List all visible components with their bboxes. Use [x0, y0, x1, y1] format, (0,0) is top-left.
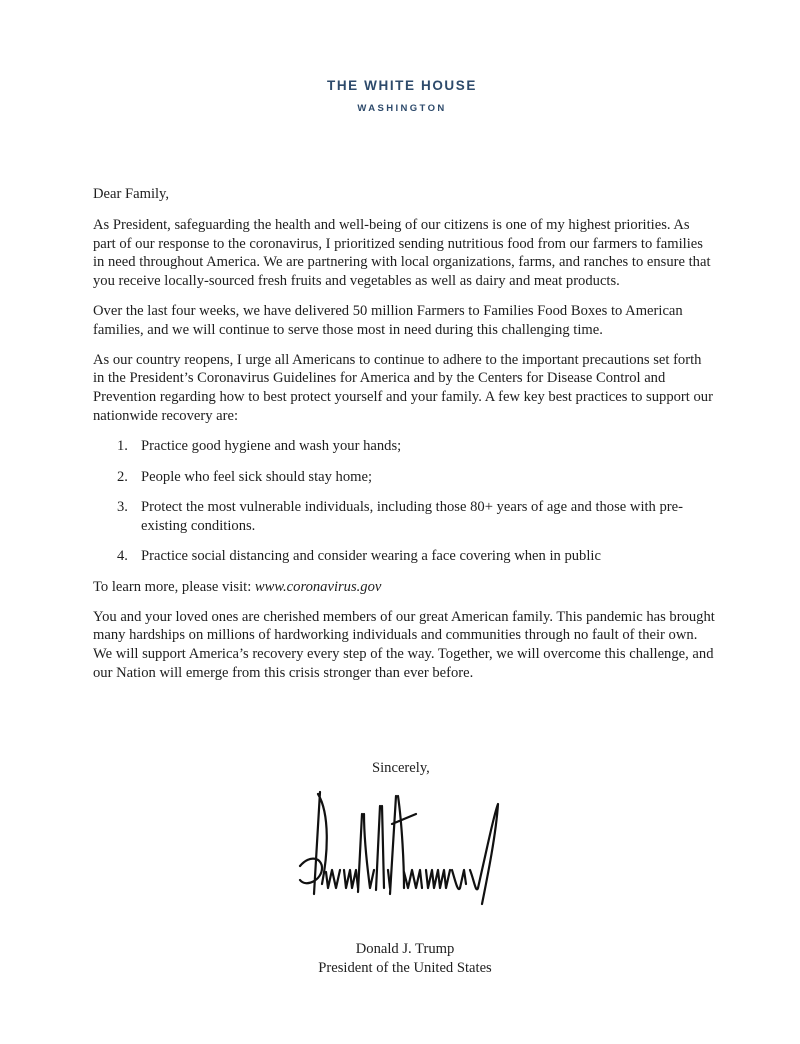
list-item-number: 1. — [117, 437, 128, 454]
list-item-number: 4. — [117, 547, 128, 564]
letterhead-title: THE WHITE HOUSE — [326, 78, 477, 93]
salutation: Dear Family, — [93, 186, 170, 202]
learn-more-line — [93, 578, 715, 597]
signer-name: Donald J. Trump — [355, 941, 455, 957]
list-item-text: Protect the most vulnerable individuals, including those 80+ years of age and those with pre-existing conditions. — [141, 499, 683, 535]
practices-list — [93, 437, 715, 566]
list-item-text: Practice good hygiene and wash your hands; — [141, 437, 402, 454]
signer-block — [300, 940, 510, 978]
signer-title: President of the United States — [318, 960, 492, 976]
letterhead — [0, 78, 800, 114]
list-item — [93, 547, 715, 566]
signature-image — [292, 784, 512, 916]
paragraph-closing: You and your loved ones are cherished members of our great American family. This pandemic has brought many hardships on millions of hardworking individuals and communities through no fault of their own. We will support America’s recovery every step of the way. Together, we will overcome this challenge, and our Nation will emerge from this crisis stronger than ever before. — [93, 608, 715, 681]
website-link[interactable]: www.coronavirus.gov — [254, 578, 382, 595]
list-item — [93, 437, 715, 456]
list-item-text: People who feel sick should stay home; — [141, 468, 373, 485]
letter-body — [93, 185, 715, 694]
paragraph-precautions: As our country reopens, I urge all Americans to continue to adhere to the important precautions set forth in the President’s Coronavirus Guidelines for America and by the Centers for Disease Control and Prevention regarding how to best protect yourself and your family. A few key best practices to support our nationwide recovery are: — [93, 351, 713, 424]
list-item-number: 3. — [117, 499, 128, 516]
list-item-text: Practice social distancing and consider wearing a face covering when in public — [141, 547, 601, 564]
letterhead-subtitle: WASHINGTON — [357, 103, 447, 114]
learn-more-prefix: To learn more, please visit: — [93, 578, 255, 595]
list-item — [93, 498, 715, 536]
valediction: Sincerely, — [372, 760, 430, 776]
list-item — [93, 468, 715, 487]
paragraph-priorities: As President, safeguarding the health and well-being of our citizens is one of my highest priorities. As part of our response to the coronavirus, I prioritized sending nutritious food from our farmers to families in need throughout America. We are partnering with local organizations, farms, and ranches to ensure that you receive locally-sourced fresh fruits and vegetables as well as dairy and meat products. — [93, 216, 711, 290]
paragraph-food-boxes: Over the last four weeks, we have delivered 50 million Farmers to Families Food Boxes to American families, and we will continue to serve those most in need during this challenging time. — [93, 302, 683, 338]
list-item-number: 2. — [117, 468, 128, 485]
